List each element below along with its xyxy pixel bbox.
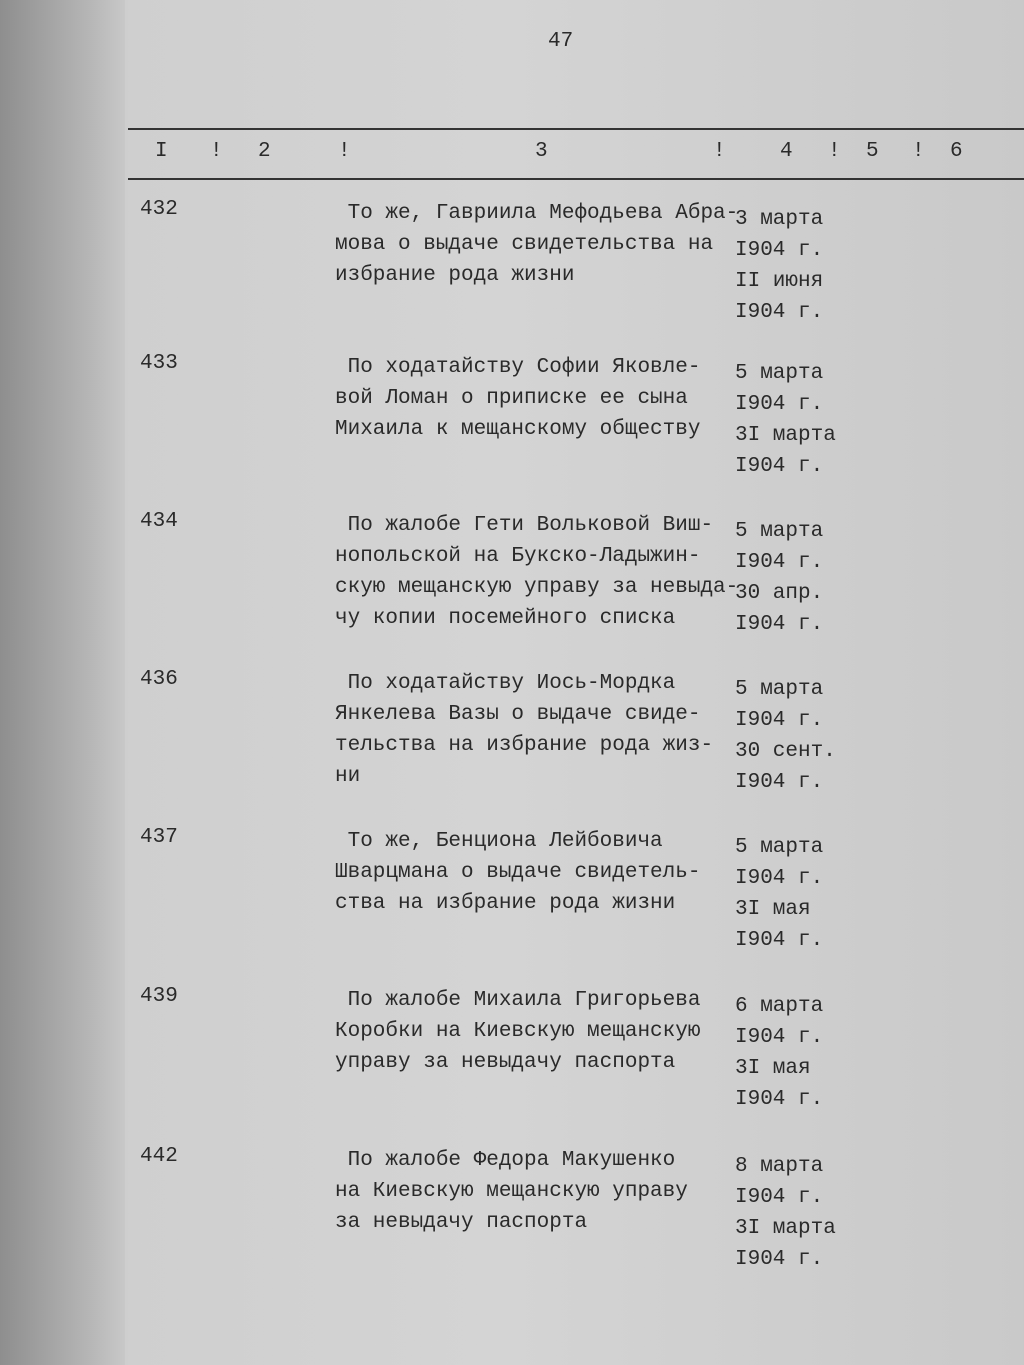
description-line: По жалобе Михаила Григорьева [335, 989, 701, 1012]
date-line: 3I марта [735, 1217, 836, 1240]
column-header-cell: I [155, 140, 168, 163]
date-line: I904 г. [735, 709, 824, 732]
date-line: 3I мая [735, 1057, 811, 1080]
date-line: 5 марта [735, 678, 824, 701]
entry-number: 437 [140, 826, 178, 849]
date-line: I904 г. [735, 239, 824, 262]
description-line: ни [335, 765, 361, 788]
header-bottom-rule [128, 178, 1024, 180]
entry-dates [735, 516, 823, 640]
description-line: чу копии посемейного списка [335, 607, 676, 630]
date-line: I904 г. [735, 1248, 824, 1271]
description-line: ства на избрание рода жизни [335, 892, 676, 915]
entry-number: 434 [140, 510, 178, 533]
date-line: 5 марта [735, 836, 824, 859]
description-line: По жалобе Гети Вольковой Виш- [335, 514, 714, 537]
date-line: I904 г. [735, 867, 824, 890]
header-top-rule [128, 128, 1024, 130]
date-line: I904 г. [735, 301, 824, 324]
date-line: I904 г. [735, 929, 824, 952]
entry-number: 433 [140, 352, 178, 375]
entry-description [335, 1145, 688, 1238]
entry-dates [735, 204, 823, 328]
date-line: I904 г. [735, 1186, 824, 1209]
description-line: Янкелева Вазы о выдаче свиде- [335, 703, 701, 726]
date-line: 3 марта [735, 208, 824, 231]
description-line: управу за невыдачу паспорта [335, 1051, 676, 1074]
description-line: По ходатайству Иось-Мордка [335, 672, 676, 695]
description-line: тельства на избрание рода жиз- [335, 734, 714, 757]
description-line: То же, Гавриила Мефодьева Абра- [335, 202, 739, 225]
entry-dates [735, 674, 836, 798]
entry-dates [735, 991, 823, 1115]
entry-dates [735, 832, 823, 956]
date-line: 30 сент. [735, 740, 836, 763]
entry-dates [735, 1151, 836, 1275]
date-line: 30 апр. [735, 582, 824, 605]
description-line: То же, Бенциона Лейбовича [335, 830, 663, 853]
column-header-cell: 4 [780, 140, 793, 163]
entry-dates [735, 358, 836, 482]
entry-number: 442 [140, 1145, 178, 1168]
entry-description [335, 826, 700, 919]
description-line: на Киевскую мещанскую управу [335, 1180, 688, 1203]
column-header-cell: 5 [866, 140, 879, 163]
adjacent-page-edge [0, 0, 125, 1365]
date-line: 8 марта [735, 1155, 824, 1178]
entry-number: 436 [140, 668, 178, 691]
description-line: По жалобе Федора Макушенко [335, 1149, 676, 1172]
column-header-cell: 3 [535, 140, 548, 163]
column-header-cell: ! [210, 140, 223, 163]
entry-number: 432 [140, 198, 178, 221]
description-line: избрание рода жизни [335, 264, 575, 287]
description-line: скую мещанскую управу за невыда- [335, 576, 739, 599]
date-line: I904 г. [735, 393, 824, 416]
date-line: 3I марта [735, 424, 836, 447]
date-line: I904 г. [735, 1026, 824, 1049]
date-line: I904 г. [735, 1088, 824, 1111]
column-header-cell: ! [828, 140, 841, 163]
description-line: Шварцмана о выдаче свидетель- [335, 861, 701, 884]
date-line: 5 марта [735, 520, 824, 543]
date-line: I904 г. [735, 613, 824, 636]
page-number: 47 [548, 30, 574, 53]
description-line: вой Ломан о приписке ее сына [335, 387, 688, 410]
entry-description [335, 510, 738, 634]
entry-description [335, 198, 738, 291]
date-line: 3I мая [735, 898, 811, 921]
entry-number: 439 [140, 985, 178, 1008]
description-line: нопольской на Букско-Ладыжин- [335, 545, 701, 568]
date-line: I904 г. [735, 771, 824, 794]
date-line: 5 марта [735, 362, 824, 385]
entry-description [335, 352, 700, 445]
entry-description [335, 985, 700, 1078]
column-header-cell: ! [912, 140, 925, 163]
column-header-cell: ! [338, 140, 351, 163]
description-line: Коробки на Киевскую мещанскую [335, 1020, 701, 1043]
entry-description [335, 668, 713, 792]
description-line: Михаила к мещанскому обществу [335, 418, 701, 441]
date-line: I904 г. [735, 455, 824, 478]
column-header-cell: 2 [258, 140, 271, 163]
description-line: за невыдачу паспорта [335, 1211, 588, 1234]
description-line: мова о выдаче свидетельства на [335, 233, 714, 256]
column-header-cell: 6 [950, 140, 963, 163]
column-header-cell: ! [713, 140, 726, 163]
description-line: По ходатайству Софии Яковле- [335, 356, 701, 379]
date-line: I904 г. [735, 551, 824, 574]
date-line: II июня [735, 270, 824, 293]
date-line: 6 марта [735, 995, 824, 1018]
